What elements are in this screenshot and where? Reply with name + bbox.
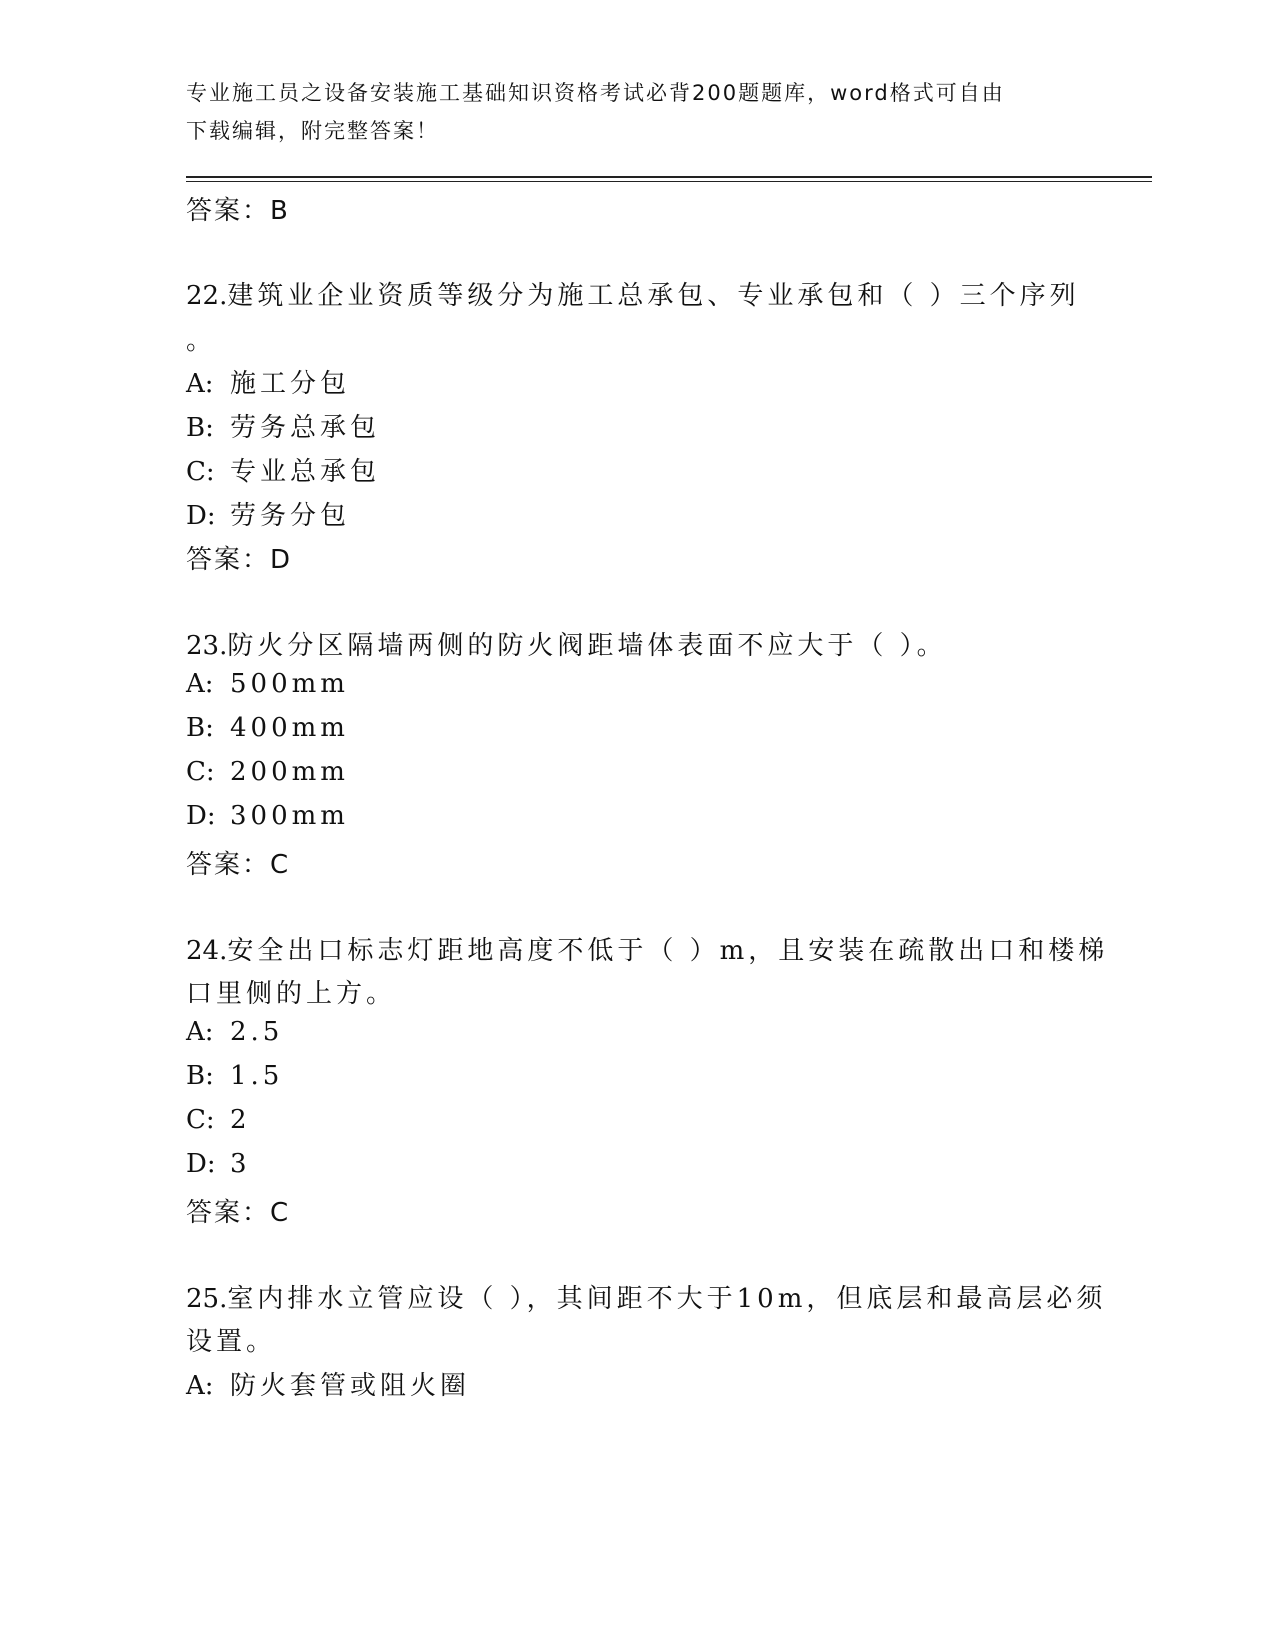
- question-text-line: 安全出口标志灯距地高度不低于（ ）m，且安装在疏散出口和楼梯: [227, 936, 1109, 966]
- question-22-option-c: [186, 451, 380, 488]
- answer-value: B: [270, 196, 290, 226]
- question-22-option-d: [186, 495, 350, 532]
- option-key: A:: [186, 1017, 214, 1047]
- question-text-line: 。: [186, 326, 217, 356]
- question-24-option-b: [186, 1061, 283, 1091]
- option-key: D:: [186, 1149, 216, 1179]
- answer-21: [186, 190, 290, 227]
- question-number: 24.: [186, 936, 228, 966]
- option-text: 专业总承包: [230, 457, 381, 487]
- option-text: 2: [230, 1105, 251, 1135]
- option-key: B:: [186, 713, 214, 743]
- header-divider: [186, 176, 1152, 178]
- option-key: B:: [186, 413, 214, 443]
- question-24-option-a: [186, 1017, 283, 1047]
- option-text: 施工分包: [230, 369, 351, 399]
- question-number: 22.: [186, 281, 228, 311]
- answer-label: 答案：: [186, 545, 271, 575]
- question-text-line: 设置。: [186, 1327, 277, 1357]
- option-text: 1.5: [230, 1061, 284, 1091]
- option-text: 500mm: [230, 669, 349, 699]
- option-text: 劳务总承包: [230, 413, 381, 443]
- option-text: 3: [230, 1149, 251, 1179]
- option-key: C:: [186, 457, 215, 487]
- answer-value: D: [270, 545, 293, 575]
- question-24-text: [186, 930, 1108, 967]
- option-key: C:: [186, 757, 215, 787]
- option-text: 400mm: [230, 713, 349, 743]
- option-key: C:: [186, 1105, 215, 1135]
- question-22-option-a: [186, 363, 350, 400]
- answer-24: [186, 1192, 290, 1229]
- question-22-text-cont: [186, 320, 216, 357]
- header-line-2: 下载编辑，附完整答案！: [186, 119, 439, 143]
- question-23-option-d: [186, 801, 349, 831]
- answer-label: 答案：: [186, 1198, 271, 1228]
- option-text: 2.5: [230, 1017, 284, 1047]
- option-text: 劳务分包: [230, 501, 351, 531]
- question-23-option-a: [186, 669, 349, 699]
- answer-22: [186, 539, 292, 576]
- answer-value: C: [270, 1198, 291, 1228]
- answer-value: C: [270, 850, 291, 880]
- question-number: 23.: [186, 631, 228, 661]
- question-25-option-a: [186, 1365, 470, 1402]
- option-text: 300mm: [230, 801, 349, 831]
- question-23-option-b: [186, 713, 349, 743]
- option-key: A:: [186, 669, 214, 699]
- question-24-option-d: [186, 1149, 251, 1179]
- question-text-line: 防火分区隔墙两侧的防火阀距墙体表面不应大于（ ）。: [227, 631, 947, 661]
- question-text-line: 室内排水立管应设（ ），其间距不大于10m，但底层和最高层必须: [227, 1284, 1107, 1314]
- question-24-option-c: [186, 1105, 251, 1135]
- question-24-text-cont: [186, 973, 396, 1010]
- header-divider-thin: [186, 181, 1152, 182]
- question-25-text-cont: [186, 1321, 276, 1358]
- option-key: D:: [186, 501, 216, 531]
- question-text-line: 建筑业企业资质等级分为施工总承包、专业承包和（ ）三个序列: [227, 281, 1080, 311]
- question-23-option-c: [186, 757, 349, 787]
- option-key: A:: [186, 369, 214, 399]
- option-key: A:: [186, 1371, 214, 1401]
- question-23-text: [186, 625, 947, 662]
- answer-23: [186, 844, 290, 881]
- answer-label: 答案：: [186, 196, 271, 226]
- header-line-1: 专业施工员之设备安装施工基础知识资格考试必背200题题库，word格式可自由: [186, 81, 1005, 105]
- option-key: D:: [186, 801, 216, 831]
- answer-label: 答案：: [186, 850, 271, 880]
- option-key: B:: [186, 1061, 214, 1091]
- question-22-option-b: [186, 407, 380, 444]
- question-22-text: [186, 275, 1080, 312]
- option-text: 防火套管或阻火圈: [230, 1371, 471, 1401]
- option-text: 200mm: [230, 757, 349, 787]
- question-number: 25.: [186, 1284, 228, 1314]
- question-25-text: [186, 1278, 1106, 1315]
- document-header: [186, 74, 1086, 150]
- question-text-line: 口里侧的上方。: [186, 979, 397, 1009]
